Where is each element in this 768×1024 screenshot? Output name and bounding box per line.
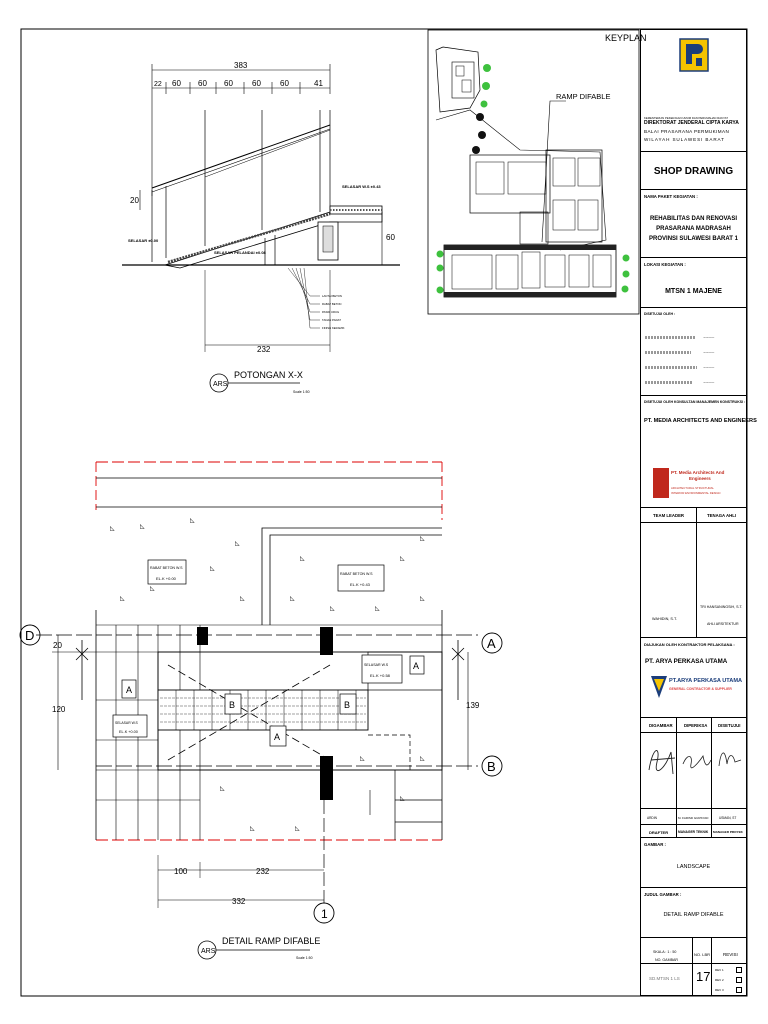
section-drawing <box>122 64 400 392</box>
sign-name-4 <box>645 381 693 384</box>
dim-60-5: 60 <box>280 79 289 88</box>
svg-text:RABAT BETON: RABAT BETON <box>322 302 342 306</box>
pu-logo-icon <box>679 38 709 72</box>
gambar-label: GAMBAR : <box>644 842 666 847</box>
plan-title: DETAIL RAMP DIFABLE <box>222 936 321 946</box>
konsultan-logo-line-4: INTERIOR ENVIRONMENTAL DESIGN <box>671 491 721 495</box>
tb-konsultan <box>641 396 757 508</box>
tb-lokasi <box>641 258 746 308</box>
dim-60-3: 60 <box>224 79 233 88</box>
tb-paket <box>641 190 746 258</box>
axis-1: 1 <box>321 907 328 921</box>
svg-text:◺: ◺ <box>240 596 245 602</box>
dim-100: 100 <box>174 867 188 876</box>
svg-text:◺: ◺ <box>110 526 115 532</box>
judul-label: JUDUL GAMBAR : <box>644 892 682 897</box>
dim-120: 120 <box>52 705 66 714</box>
svg-text:LANTAI BETON: LANTAI BETON <box>322 294 342 298</box>
tb-kontraktor <box>641 638 746 718</box>
skala-label: SKALA : 1 : 50 <box>653 950 677 954</box>
svg-text:◺: ◺ <box>290 596 295 602</box>
doc-type: SHOP DRAWING <box>653 166 734 177</box>
konsultan-label: DISETUJUI OLEH KONSULTAN MANAJEMEN KONSTRUKSI : <box>644 400 746 404</box>
svg-text:◺: ◺ <box>420 536 425 542</box>
tb-gambar <box>641 838 746 888</box>
svg-text:◺: ◺ <box>400 796 405 802</box>
disetujui-label: DISETUJUI OLEH : <box>644 312 676 316</box>
svg-text:◺: ◺ <box>295 826 300 832</box>
no-gambar-label: NO. GAMBAR <box>655 958 678 962</box>
drafter-name: ARDIN <box>647 816 657 820</box>
dim-232: 232 <box>257 345 271 354</box>
sign-name-3 <box>645 366 697 369</box>
svg-text:◺: ◺ <box>190 518 195 524</box>
dim-60-4: 60 <box>252 79 261 88</box>
svg-text:◺: ◺ <box>250 826 255 832</box>
konsultan-logo-line-2: Engineers <box>689 476 711 481</box>
tb-signatures <box>641 718 746 838</box>
svg-text:◺: ◺ <box>140 524 145 530</box>
kontraktor-logo-line-1: PT.ARYA PERKASA UTAMA <box>669 678 743 684</box>
svg-text:◺: ◺ <box>300 556 305 562</box>
svg-text:◺: ◺ <box>120 596 125 602</box>
note-selasar-1: SELASAR W.S <box>115 721 138 725</box>
konsultan-logo-icon <box>653 468 669 498</box>
drafter-role: DRAFTER <box>649 830 669 835</box>
svg-text:◺: ◺ <box>210 566 215 572</box>
team-leader-label: TEAM LEADER <box>653 513 685 518</box>
agency-line-1: KEMENTERIAN PEKERJAAN UMUM DAN PERUMAHAN RAKYAT <box>644 116 728 120</box>
konsultan-logo-line-1: PT. Media Architects And <box>671 470 725 475</box>
svg-text:◺: ◺ <box>150 586 155 592</box>
dim-232-plan: 232 <box>256 867 270 876</box>
rev-1-label: REV 1 <box>715 968 724 972</box>
plan-scale: Scale 1:50 <box>296 956 313 960</box>
dim-41: 41 <box>314 79 323 88</box>
agency-line-4: WILAYAH SULAWESI BARAT <box>644 137 725 142</box>
dim-20: 20 <box>130 196 139 205</box>
tb-team <box>641 508 746 638</box>
svg-text:TANAH PADAT: TANAH PADAT <box>322 318 341 322</box>
dim-60-right: 60 <box>386 233 395 242</box>
tb-footer <box>641 938 746 995</box>
paket-label: NAMA PAKET KEGIATAN : <box>644 194 698 199</box>
col-disetujui: DISETUJUI <box>718 723 741 728</box>
note-selasar-1-el: EL.K +0.00 <box>119 730 138 734</box>
section-title: POTONGAN X-X <box>234 370 303 380</box>
dim-60-1: 60 <box>172 79 181 88</box>
level-left: SELASAR ±0.00 <box>128 238 159 243</box>
signatures-image <box>643 740 743 780</box>
tb-judul <box>641 888 746 938</box>
kontraktor-name: PT. ARYA PERKASA UTAMA <box>645 658 728 665</box>
note-rabat-1-el: EL.K +0.00 <box>156 576 176 581</box>
sign-name-1 <box>645 336 695 339</box>
svg-text:◺: ◺ <box>420 756 425 762</box>
keyplan-title: KEYPLAN <box>605 33 647 43</box>
sign-line-3: .................. <box>703 364 715 369</box>
approver-name: USMAN, ST <box>719 816 737 820</box>
svg-text:◺: ◺ <box>400 556 405 562</box>
sign-line-2: .................. <box>703 349 715 354</box>
section-tag: ARS <box>213 381 228 388</box>
note-rabat-1: RABAT BETON W.S <box>150 566 183 570</box>
revisi-label: REVISI <box>723 952 738 957</box>
tag-A-right: A <box>413 661 420 671</box>
level-right: SELASAR W.S ±0.43 <box>342 184 381 189</box>
rev-2-label: REV 2 <box>715 978 724 982</box>
rev-2-checkbox <box>736 977 742 983</box>
plan-drawing <box>20 462 502 959</box>
rev-1-checkbox <box>736 967 742 973</box>
kontraktor-logo-line-2: GENERAL CONTRACTOR & SUPPLIER <box>669 687 732 691</box>
dim-20-plan: 20 <box>53 641 62 650</box>
note-selasar-2-el: EL.K +0.58 <box>370 673 390 678</box>
rev-3-checkbox <box>736 987 742 993</box>
svg-text:◺: ◺ <box>375 606 380 612</box>
team-leader-name: WAHIDIN, S.T. <box>652 617 677 621</box>
checker-role: MANAGER TEKNIK <box>678 830 709 834</box>
dim-60-2: 60 <box>198 79 207 88</box>
tag-B-1: B <box>229 700 236 710</box>
tb-doc-type <box>641 152 746 190</box>
sign-line-4: .................. <box>703 379 715 384</box>
svg-text:PASIR URUG: PASIR URUG <box>322 310 340 314</box>
tag-B-2: B <box>344 700 351 710</box>
tb-agency-section <box>641 30 746 152</box>
no-lbr-value: 17 <box>696 969 711 984</box>
dim-139: 139 <box>466 701 480 710</box>
no-gambar-value: SD.MTSN 1 LS <box>649 976 680 981</box>
sheet-border <box>21 29 747 996</box>
tenaga-ahli-role: AHLI ARSITEKTUR <box>707 622 739 626</box>
svg-text:◺: ◺ <box>220 786 225 792</box>
axis-D: D <box>25 628 35 643</box>
tag-A-mid: A <box>274 732 281 742</box>
col-diperiksa: DIPERIKSA <box>684 723 708 728</box>
col-digambar: DIGAMBAR <box>649 723 673 728</box>
keyplan-ramp-label: RAMP DIFABLE <box>556 92 611 101</box>
svg-text:FINISH KERAMIK: FINISH KERAMIK <box>322 326 345 330</box>
checker-name: M. FARISD GURSYAD <box>678 816 709 820</box>
konsultan-logo-line-3: ARCHITECTURAL STRUCTURAL <box>671 486 714 490</box>
approver-role: MANAGER PROYEK <box>713 830 743 834</box>
kontraktor-logo-icon <box>651 676 667 698</box>
svg-text:◺: ◺ <box>235 541 240 547</box>
rev-3-label: REV 3 <box>715 988 724 992</box>
section-scale: Scale 1:50 <box>293 390 310 394</box>
agency-line-3: BALAI PRASARANA PERMUKIMAN <box>644 129 730 134</box>
lokasi-label: LOKASI KEGIATAN : <box>644 262 686 267</box>
sign-name-2 <box>645 351 691 354</box>
axis-B: B <box>487 759 496 774</box>
konsultan-name: PT. MEDIA ARCHITECTS AND ENGINEERS <box>644 418 757 424</box>
tag-A-left: A <box>126 685 133 695</box>
note-selasar-2: SELASAR W.S <box>364 663 389 667</box>
svg-text:◺: ◺ <box>360 756 365 762</box>
note-rabat-2: RABAT BETON W.S <box>340 572 373 576</box>
no-lbr-label: NO. LBR <box>694 952 711 957</box>
kontraktor-label: DIAJUKAN OLEH KONTRAKTOR PELAKSANA : <box>644 642 735 647</box>
plan-tag: ARS <box>201 948 216 955</box>
gambar-value: LANDSCAPE <box>676 864 711 870</box>
judul-value: DETAIL RAMP DIFABLE <box>663 912 724 918</box>
dim-332: 332 <box>232 897 246 906</box>
dim-total-383: 383 <box>234 61 248 70</box>
tenaga-ahli-label: TENAGA AHLI <box>707 513 737 518</box>
agency-line-2: DIREKTORAT JENDERAL CIPTA KARYA <box>644 120 739 126</box>
keyplan <box>428 30 647 314</box>
dim-22: 22 <box>154 81 162 88</box>
level-mid: SELASAR PELANDAI ±0.08 <box>214 250 266 255</box>
axis-A: A <box>487 636 496 651</box>
tenaga-ahli-name: TRI HANSANINGSIH, S.T. <box>700 605 743 609</box>
svg-text:◺: ◺ <box>330 606 335 612</box>
tb-disetujui <box>641 308 746 396</box>
note-rabat-2-el: EL.K +0.43 <box>350 582 370 587</box>
lokasi-value: MTSN 1 MAJENE <box>665 288 722 295</box>
paket-line-3: PROVINSI SULAWESI BARAT 1 <box>649 236 738 242</box>
svg-text:◺: ◺ <box>420 596 425 602</box>
sign-line-1: .................. <box>703 334 715 339</box>
paket-line-1: REHABILITAS DAN RENOVASI <box>649 216 738 222</box>
paket-line-2: PRASARANA MADRASAH <box>656 226 731 232</box>
title-block <box>640 29 757 996</box>
